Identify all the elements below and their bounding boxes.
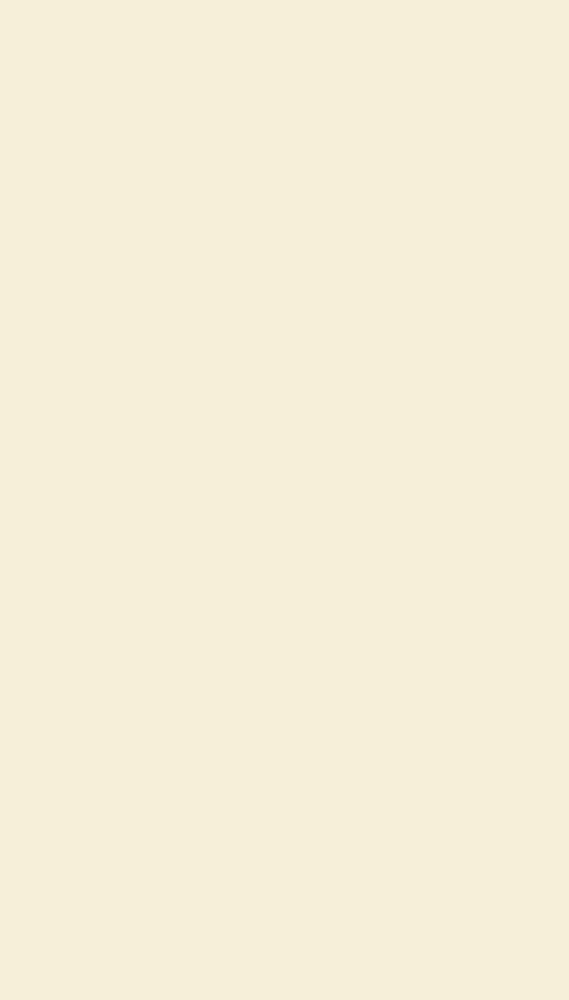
page-header bbox=[60, 64, 509, 82]
